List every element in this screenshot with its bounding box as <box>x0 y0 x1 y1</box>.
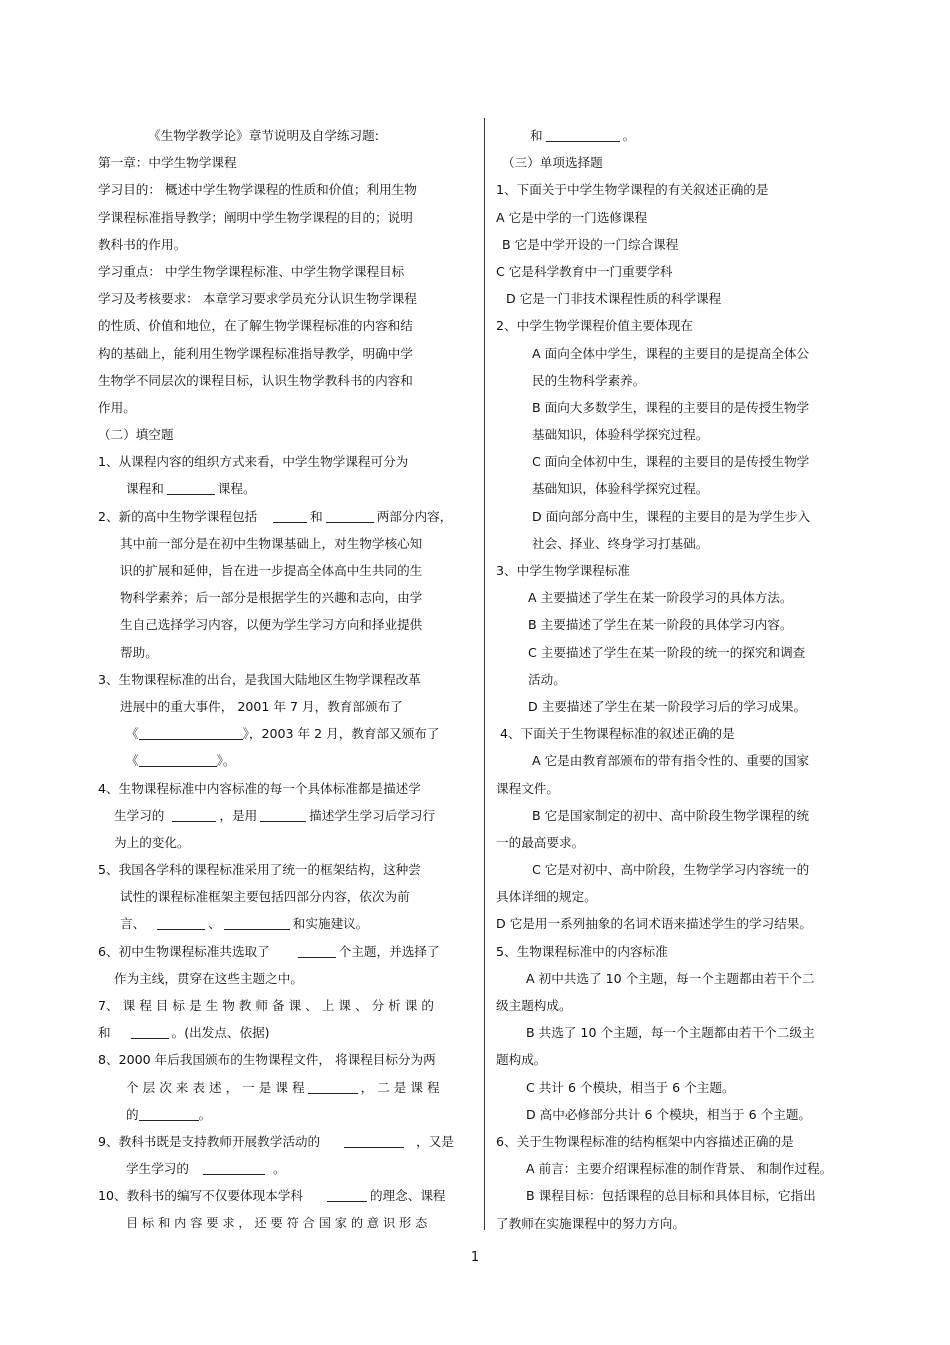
q5-text: 、 <box>208 916 221 932</box>
q4-text: ，是用 <box>219 807 258 823</box>
question-1-line: 1、从课程内容的组织方式来看，中学生物学课程可分为 <box>98 454 409 470</box>
choice-option: A 主要描述了学生在某一阶段学习的具体方法。 <box>528 590 793 606</box>
answer-blank[interactable] <box>308 1079 358 1094</box>
chapter-heading: 第一章：中学生物学课程 <box>98 155 237 171</box>
choice-option-cont: 级主题构成。 <box>496 998 572 1013</box>
question-10-line <box>98 1182 470 1209</box>
choice-option-cont: 具体详细的规定。 <box>496 889 597 905</box>
q3-text: 》。 <box>216 753 236 769</box>
choice-option-cont: 活动。 <box>528 671 566 687</box>
q4-text: 描述学生学习后学习行 <box>309 807 436 823</box>
answer-blank[interactable] <box>203 1160 265 1175</box>
choice-option: B 面向大多数学生，课程的主要目的是传授生物学 <box>532 399 810 415</box>
q9-text: 9、教科书既是支持教师开展教学活动的 <box>98 1133 321 1149</box>
q1-text: 课程。 <box>217 481 256 497</box>
q3-text: 《 <box>126 753 139 769</box>
answer-blank[interactable] <box>139 752 217 767</box>
q10-text: 10、教科书的编写不仅要体现本学科 <box>98 1188 303 1204</box>
q7-text: 。(出发点、依据) <box>171 1025 270 1041</box>
q3-text: 《 <box>126 726 139 742</box>
document-title: 《生物学教学论》章节说明及自学练习题: <box>148 128 379 143</box>
question-4-line <box>98 802 470 829</box>
answer-blank[interactable] <box>167 480 215 495</box>
q9-text: ，又是 <box>416 1133 454 1149</box>
requirements-line: 生物学不同层次的课程目标，认识生物学教科书的内容和 <box>98 372 413 388</box>
choice-option-cont: 课程文件。 <box>496 780 559 796</box>
answer-blank[interactable] <box>172 807 216 822</box>
page-number: 1 <box>470 1250 480 1265</box>
choice-option: C 它是科学教育中一门重要学科 <box>496 263 673 279</box>
key-points: 学习重点： 中学生物学课程标准、中学生物学课程目标 <box>98 263 405 279</box>
question-8-line <box>98 1101 470 1128</box>
fill-blank-heading: （二）填空题 <box>98 427 174 443</box>
answer-blank[interactable] <box>224 915 290 930</box>
choice-option: B 共选了 10 个主题，每一个主题都由若干个二级主 <box>526 1025 815 1041</box>
q9-text: 学生学习的 <box>126 1161 189 1177</box>
cont-text: 和 <box>530 128 543 143</box>
question-2-line: 帮助。 <box>120 644 158 660</box>
answer-blank[interactable] <box>546 127 620 142</box>
choice-option: D 它是一门非技术课程性质的科学课程 <box>506 291 722 307</box>
question-9-line <box>98 1128 470 1155</box>
choice-option: D 高中必修部分共计 6 个模块，相当于 6 个主题。 <box>526 1106 812 1122</box>
question-5-line <box>98 910 470 937</box>
choice-question-3: 3、中学生物学课程标准 <box>496 563 630 578</box>
choice-option: B 它是中学开设的一门综合课程 <box>502 236 679 252</box>
answer-blank[interactable] <box>273 508 307 523</box>
q1-text: 课程和 <box>126 481 164 497</box>
choice-question-5: 5、生物课程标准中的内容标准 <box>496 943 668 959</box>
answer-blank[interactable] <box>131 1024 169 1039</box>
question-5-line: 试性的课程标准框架主要包括四部分内容，依次为前 <box>120 889 410 905</box>
q3-text: 》，2003 年 2 月，教育部又颁布了 <box>242 726 440 742</box>
question-2-line: 生自己选择学习内容，以便为学生学习方向和择业提供 <box>120 617 423 633</box>
cont-text: 。 <box>622 128 636 143</box>
single-choice-heading: （三）单项选择题 <box>502 155 603 171</box>
q8-text: ， 二 是 课 程 <box>360 1079 440 1095</box>
q8-text: 个 层 次 来 表 述 ， 一 是 课 程 <box>126 1079 305 1095</box>
choice-option-cont: 一的最高要求。 <box>496 834 585 850</box>
choice-option: A 前言：主要介绍课程标准的制作背景、 和制作过程。 <box>526 1161 833 1177</box>
choice-option: C 共计 6 个模块，相当于 6 个主题。 <box>526 1079 735 1095</box>
purpose-line: 学课程标准指导教学；阐明中学生物学课程的目的；说明 <box>98 209 413 225</box>
purpose-line: 教科书的作用。 <box>98 236 187 252</box>
question-2-line: 识的扩展和延伸，旨在进一步提高全体高中生共同的生 <box>120 563 423 578</box>
choice-question-2: 2、中学生物学课程价值主要体现在 <box>496 318 693 334</box>
question-3-line <box>98 747 470 774</box>
choice-option: D 它是用一系列抽象的名词术语来描述学生的学习结果。 <box>496 916 812 932</box>
question-8-line <box>98 1074 470 1101</box>
choice-option: D 主要描述了学生在某一阶段学习后的学习成果。 <box>528 698 807 714</box>
question-7-line <box>98 1019 470 1046</box>
q6-text: 个主题，并选择了 <box>338 943 440 959</box>
q2-text: 和 <box>310 508 323 524</box>
answer-blank[interactable] <box>139 1106 199 1121</box>
question-8-line: 8、2000 年后我国颁布的生物课程文件， 将课程目标分为两 <box>98 1052 436 1068</box>
answer-blank[interactable] <box>298 943 336 958</box>
q4-text: 生学习的 <box>114 807 165 823</box>
question-10-line: 目 标 和 内 容 要 求 ， 还 要 符 合 国 家 的 意 识 形 态 <box>126 1215 428 1230</box>
choice-option: C 它是对初中、高中阶段，生物学学习内容统一的 <box>532 862 810 878</box>
question-3-line: 3、生物课程标准的出台，是我国大陆地区生物学课程改革 <box>98 671 421 687</box>
question-1-line <box>98 475 470 502</box>
choice-option: A 初中共选了 10 个主题，每一个主题都由若干个二 <box>526 970 815 986</box>
choice-question-6: 6、关于生物课程标准的结构框架中内容描述正确的是 <box>496 1133 794 1149</box>
answer-blank[interactable] <box>326 508 374 523</box>
choice-option: B 主要描述了学生在某一阶段的具体学习内容。 <box>528 617 793 633</box>
q7-text: 和 <box>98 1025 111 1041</box>
answer-blank[interactable] <box>344 1133 404 1148</box>
choice-option-cont: 基础知识，体验科学探究过程。 <box>532 481 709 497</box>
left-column <box>98 122 470 1237</box>
question-3-line: 进展中的重大事件， 2001 年 7 月，教育部颁布了 <box>120 698 403 714</box>
answer-blank[interactable] <box>157 915 205 930</box>
question-4-line: 4、生物课程标准中内容标准的每一个具体标准都是描述学 <box>98 780 421 796</box>
requirements-line: 作用。 <box>98 399 136 415</box>
requirements-line: 学习及考核要求： 本章学习要求学员充分认识生物学课程 <box>98 291 417 307</box>
choice-option: A 面向全体中学生，课程的主要目的是提高全体公 <box>532 345 810 361</box>
question-4-line: 为上的变化。 <box>114 834 190 850</box>
q5-text: 和实施建议。 <box>292 916 369 932</box>
question-3-line <box>98 720 470 747</box>
question-2-line: 其中前一部分是在初中生物课基础上，对生物学核心知 <box>120 535 423 551</box>
choice-option: C 主要描述了学生在某一阶段的统一的探究和调查 <box>528 644 806 660</box>
q5-text: 言、 <box>120 916 146 932</box>
question-9-line <box>98 1155 470 1182</box>
choice-option-cont: 民的生物科学素养。 <box>532 372 646 388</box>
choice-option-cont: 基础知识，体验科学探究过程。 <box>532 427 709 443</box>
answer-blank[interactable] <box>139 725 243 740</box>
q10-text: 的理念、课程 <box>369 1188 446 1204</box>
choice-option-cont: 了教师在实施课程中的努力方向。 <box>496 1215 685 1231</box>
choice-option-cont: 题构成。 <box>496 1052 547 1068</box>
choice-option: C 面向全体初中生，课程的主要目的是传授生物学 <box>532 454 810 470</box>
requirements-line: 的性质、价值和地位，在了解生物学课程标准的内容和结 <box>98 318 413 334</box>
requirements-line: 构的基础上，能利用生物学课程标准指导教学，明确中学 <box>98 345 413 361</box>
choice-option-cont: 社会、择业、终身学习打基础。 <box>532 535 709 551</box>
q2-text: 2、新的高中生物学课程包括 <box>98 508 258 524</box>
q8-text: 的 <box>126 1106 139 1122</box>
choice-option: B 课程目标：包括课程的总目标和具体目标，它指出 <box>526 1188 816 1204</box>
choice-option: D 面向部分高中生，课程的主要目的是为学生步入 <box>532 508 811 524</box>
choice-option: A 它是由教育部颁布的带有指令性的、重要的国家 <box>532 753 810 769</box>
question-2-line: 物科学素养；后一部分是根据学生的兴趣和志向，由学 <box>120 590 423 606</box>
choice-question-1: 1、下面关于中学生物学课程的有关叙述正确的是 <box>496 182 769 198</box>
choice-question-4: 4、下面关于生物课程标准的叙述正确的是 <box>500 726 735 742</box>
question-2-line <box>98 503 470 530</box>
choice-option: A 它是中学的一门选修课程 <box>496 209 648 225</box>
question-6-line: 作为主线，贯穿在这些主题之中。 <box>114 970 303 986</box>
continued-line <box>496 122 848 149</box>
choice-option: B 它是国家制定的初中、高中阶段生物学课程的统 <box>532 807 810 823</box>
right-column <box>496 122 848 1237</box>
question-5-line: 5、我国各学科的课程标准采用了统一的框架结构，这种尝 <box>98 862 421 878</box>
question-6-line <box>98 938 470 965</box>
q9-text: 。 <box>272 1161 286 1177</box>
question-7-line: 7、 课 程 目 标 是 生 物 教 师 备 课 、 上 课 、 分 析 课 的 <box>98 998 434 1013</box>
answer-blank[interactable] <box>260 807 306 822</box>
purpose-line: 学习目的： 概述中学生物学课程的性质和价值；利用生物 <box>98 182 417 198</box>
answer-blank[interactable] <box>327 1187 367 1202</box>
q6-text: 6、初中生物课程标准共选取了 <box>98 943 270 959</box>
q2-text: 两部分内容， <box>376 508 453 524</box>
q8-text: 。 <box>198 1106 212 1122</box>
column-divider <box>484 118 485 1230</box>
